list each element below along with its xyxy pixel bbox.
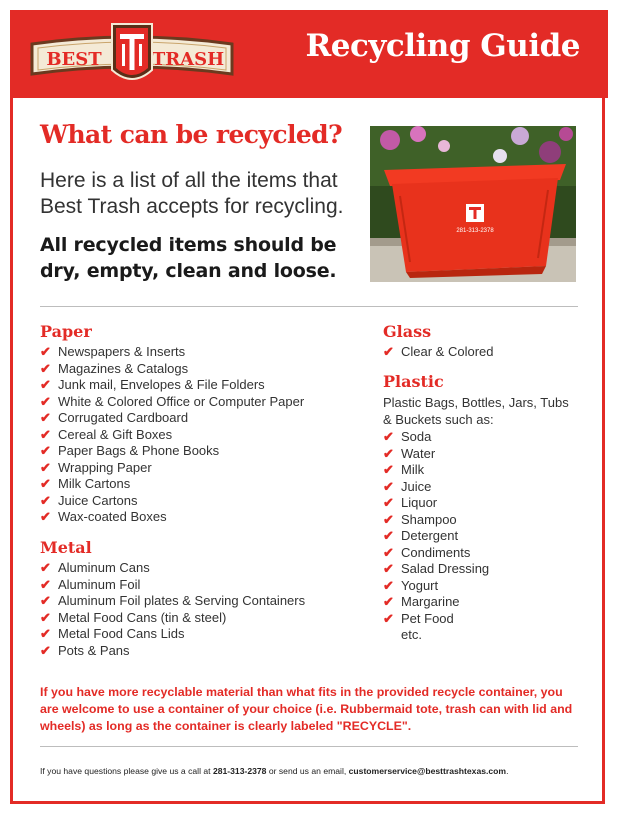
contact-prefix: If you have questions please give us a call at: [40, 766, 213, 776]
checkmark-icon: ✔: [40, 642, 51, 658]
checkmark-icon: ✔: [383, 429, 394, 444]
checkmark-icon: ✔: [383, 495, 394, 510]
checkmark-icon: ✔: [40, 410, 51, 425]
checkmark-icon: ✔: [40, 459, 51, 475]
list-item: [383, 344, 494, 361]
checkmark-icon: ✔: [40, 377, 51, 392]
checkmark-icon: ✔: [383, 478, 394, 494]
list-item-label: etc.: [401, 627, 422, 642]
svg-text:281-313-2378: 281-313-2378: [456, 228, 494, 234]
list-item: [40, 361, 304, 378]
list-item-label: Milk Cartons: [58, 476, 131, 491]
page-title: Recycling Guide: [305, 28, 580, 64]
contact-line: [40, 766, 580, 776]
list-item-label: Corrugated Cardboard: [58, 410, 189, 425]
list-item-label: Paper Bags & Phone Books: [58, 443, 220, 458]
list-item: [40, 377, 304, 394]
list-item: [40, 643, 305, 660]
list-item: [40, 460, 304, 477]
list-item-label: Milk: [401, 462, 425, 477]
checkmark-icon: ✔: [40, 443, 51, 458]
list-item: [40, 427, 304, 444]
checkmark-icon: ✔: [40, 576, 51, 592]
list-item-label: Shampoo: [401, 511, 457, 527]
section-heading: What can be recycled?: [40, 120, 343, 149]
list-item-label: Metal Food Cans Lids: [58, 626, 185, 641]
checkmark-icon: ✔: [40, 344, 51, 359]
list-item-etc: [383, 627, 573, 644]
list-item: [383, 479, 573, 496]
checkmark-icon: ✔: [383, 344, 394, 359]
list-item: [40, 394, 304, 411]
list-item: [40, 626, 305, 643]
list-item: [40, 344, 304, 361]
list-item: [383, 495, 573, 512]
list-item: [383, 446, 573, 463]
list-item: [40, 593, 305, 610]
checkmark-icon: ✔: [40, 560, 51, 575]
list-item-label: Detergent: [401, 528, 459, 543]
list-item-label: Newspapers & Inserts: [58, 344, 186, 359]
list-item-label: Salad Dressing: [401, 561, 490, 576]
list-item-label: Aluminum Cans: [58, 560, 150, 575]
recycle-bin-photo: [370, 126, 576, 282]
glass-section: [383, 322, 494, 361]
list-item-label: Juice Cartons: [58, 492, 138, 508]
list-item-label: Aluminum Foil plates & Serving Containers: [58, 593, 306, 608]
svg-text:TRASH: TRASH: [151, 49, 225, 70]
list-item: [383, 429, 573, 446]
list-item-label: White & Colored Office or Computer Paper: [58, 393, 305, 409]
list-item: [383, 594, 573, 611]
list-item: [40, 493, 304, 510]
checkmark-icon: ✔: [40, 476, 51, 491]
list-item-label: Condiments: [401, 544, 471, 560]
list-item-label: Magazines & Catalogs: [58, 360, 189, 376]
glass-heading: Glass: [383, 322, 432, 341]
checkmark-icon: ✔: [40, 626, 51, 641]
metal-list: [40, 560, 305, 659]
recycle-rule-text: All recycled items should be dry, empty, clean and loose.: [40, 234, 337, 282]
glass-list: [383, 344, 494, 361]
list-item: [383, 462, 573, 479]
checkmark-icon: ✔: [383, 544, 394, 560]
checkmark-icon: ✔: [383, 528, 394, 543]
checkmark-icon: ✔: [383, 610, 394, 626]
paper-heading: Paper: [40, 322, 92, 341]
divider-bottom: [40, 746, 578, 747]
list-item: [40, 610, 305, 627]
list-item: [383, 545, 573, 562]
checkmark-icon: ✔: [383, 594, 394, 609]
list-item-label: Clear & Colored: [401, 344, 494, 359]
paper-list: [40, 344, 304, 526]
plastic-description: Plastic Bags, Bottles, Jars, Tubs & Buckets such as:: [383, 395, 569, 427]
intro-text: Here is a list of all the items that Best Trash accepts for recycling.: [40, 169, 344, 218]
list-item: [383, 611, 573, 628]
checkmark-icon: ✔: [383, 445, 394, 461]
checkmark-icon: ✔: [40, 426, 51, 442]
svg-text:BEST: BEST: [46, 49, 102, 70]
list-item-label: Pots & Pans: [58, 642, 130, 658]
list-item-label: Cereal & Gift Boxes: [58, 426, 173, 442]
checkmark-icon: ✔: [40, 609, 51, 625]
list-item-label: Wax-coated Boxes: [58, 509, 167, 524]
overflow-notice: If you have more recyclable material than what fits in the provided recycle container, you are welcome to use a container of your choice (i.e. Rubbermaid tote, trash can with lid and wheels) as long as the container is clearly labeled "RECYCLE".: [40, 685, 573, 733]
list-item-label: Water: [401, 445, 436, 461]
list-item: [40, 443, 304, 460]
contact-phone[interactable]: 281-313-2378: [212, 766, 267, 776]
plastic-list: [383, 429, 573, 644]
list-item-label: Metal Food Cans (tin & steel): [58, 609, 227, 625]
checkmark-icon: ✔: [40, 593, 51, 608]
checkmark-icon: ✔: [383, 511, 394, 527]
checkmark-icon: ✔: [40, 509, 51, 524]
list-item: [383, 512, 573, 529]
list-item-label: Pet Food: [401, 610, 454, 626]
contact-email[interactable]: customerservice@besttrashtexas.com: [348, 766, 507, 776]
list-item-label: Margarine: [401, 594, 460, 609]
list-item: [383, 528, 573, 545]
plastic-section: [383, 372, 573, 644]
checkmark-icon: ✔: [40, 492, 51, 508]
paper-section: [40, 322, 304, 526]
checkmark-icon: ✔: [383, 561, 394, 576]
list-item-label: Soda: [401, 429, 432, 444]
checkmark-icon: ✔: [383, 462, 394, 477]
list-item: [383, 578, 573, 595]
checkmark-icon: ✔: [40, 360, 51, 376]
metal-section: [40, 538, 305, 659]
list-item: [40, 577, 305, 594]
best-trash-logo: [26, 20, 238, 92]
list-item: [40, 410, 304, 427]
checkmark-icon: ✔: [40, 393, 51, 409]
divider-top: [40, 306, 578, 307]
list-item-label: Juice: [401, 478, 432, 494]
list-item-label: Yogurt: [401, 577, 439, 593]
contact-suffix: .: [506, 766, 509, 776]
contact-middle: or send us an email,: [266, 766, 349, 776]
list-item: [40, 509, 304, 526]
metal-heading: Metal: [40, 538, 92, 557]
list-item: [40, 560, 305, 577]
list-item: [40, 476, 304, 493]
checkmark-icon: ✔: [383, 577, 394, 593]
list-item-label: Wrapping Paper: [58, 459, 152, 475]
list-item-label: Junk mail, Envelopes & File Folders: [58, 377, 265, 392]
plastic-heading: Plastic: [383, 372, 444, 391]
list-item-label: Liquor: [401, 495, 438, 510]
list-item: [383, 561, 573, 578]
list-item-label: Aluminum Foil: [58, 576, 141, 592]
